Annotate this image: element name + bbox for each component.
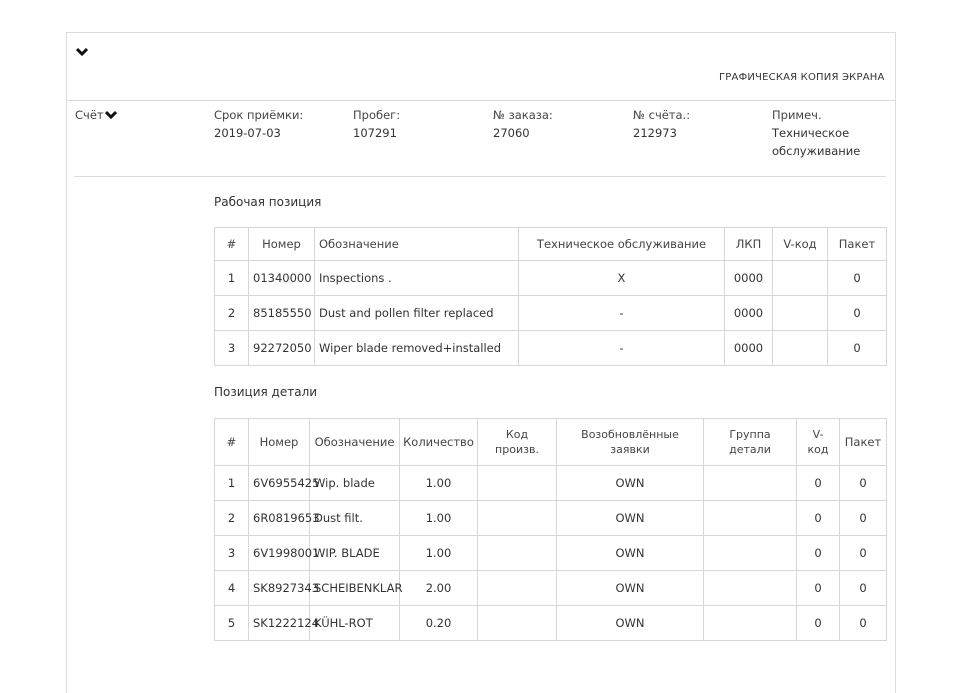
cell-quantity: 1.00 xyxy=(400,466,478,501)
col-manufacturer-code xyxy=(478,419,557,466)
parts-section-title: Позиция детали xyxy=(214,385,318,399)
mileage-value: 107291 xyxy=(353,126,397,140)
cell-index: 3 xyxy=(215,331,249,366)
cell-index: 2 xyxy=(215,296,249,331)
col-designation: Обозначение xyxy=(315,228,519,261)
note-value-line1: Техническое xyxy=(772,126,850,140)
cell-part-group xyxy=(704,466,797,501)
acceptance-date-value: 2019-07-03 xyxy=(214,126,281,140)
info-divider xyxy=(74,176,886,177)
cell-maintenance: - xyxy=(519,331,725,366)
cell-package: 0 xyxy=(840,571,887,606)
col-designation: Обозначение xyxy=(310,419,400,466)
col-part-group-line1: Группа xyxy=(729,428,771,441)
work-table xyxy=(214,227,887,366)
col-maintenance: Техническое обслуживание xyxy=(519,228,725,261)
cell-designation: Dust filt. xyxy=(310,501,400,536)
cell-paint: 0000 xyxy=(725,331,773,366)
order-number-label: № заказа: xyxy=(493,108,553,122)
cell-vcode: 0 xyxy=(797,606,840,641)
work-section-title: Рабочая позиция xyxy=(214,195,322,209)
table-row xyxy=(215,331,887,366)
col-package: Пакет xyxy=(828,228,887,261)
cell-manufacturer-code xyxy=(478,536,557,571)
cell-number: 6R0819653 xyxy=(249,501,310,536)
cell-vcode xyxy=(773,331,828,366)
col-vcode: V-код xyxy=(773,228,828,261)
col-manufacturer-code-line1: Код xyxy=(505,428,529,441)
cell-part-group xyxy=(704,501,797,536)
table-row xyxy=(215,466,887,501)
col-number: Номер xyxy=(249,419,310,466)
cell-renewed-requests: OWN xyxy=(557,536,704,571)
cell-number: 92272050 xyxy=(249,331,315,366)
cell-renewed-requests: OWN xyxy=(557,466,704,501)
cell-quantity: 1.00 xyxy=(400,501,478,536)
parts-table-header xyxy=(215,419,887,466)
cell-number: 6V1998001 xyxy=(249,536,310,571)
cell-maintenance: - xyxy=(519,296,725,331)
cell-index: 1 xyxy=(215,466,249,501)
cell-number: SK1222124 xyxy=(249,606,310,641)
col-part-group-line2: детали xyxy=(729,443,771,456)
cell-vcode xyxy=(773,296,828,331)
col-package: Пакет xyxy=(840,419,887,466)
cell-maintenance: X xyxy=(519,261,725,296)
col-part-group xyxy=(704,419,797,466)
screen-copy-label: ГРАФИЧЕСКАЯ КОПИЯ ЭКРАНА xyxy=(719,72,885,83)
cell-renewed-requests: OWN xyxy=(557,571,704,606)
cell-package: 0 xyxy=(840,466,887,501)
cell-number: 01340000 xyxy=(249,261,315,296)
parts-table xyxy=(214,418,887,641)
col-renewed-requests-line1: Возобновлённые xyxy=(581,428,679,441)
col-vcode xyxy=(797,419,840,466)
col-vcode-line2: код xyxy=(807,443,829,456)
note-value-line2: обслуживание xyxy=(772,144,861,158)
cell-number: SK8927343 xyxy=(249,571,310,606)
cell-quantity: 2.00 xyxy=(400,571,478,606)
cell-vcode: 0 xyxy=(797,536,840,571)
cell-index: 2 xyxy=(215,501,249,536)
col-index: # xyxy=(215,228,249,261)
cell-manufacturer-code xyxy=(478,466,557,501)
cell-part-group xyxy=(704,571,797,606)
invoice-chevron-down-icon[interactable] xyxy=(105,110,114,119)
cell-paint: 0000 xyxy=(725,296,773,331)
col-number: Номер xyxy=(249,228,315,261)
work-table-header xyxy=(215,228,887,261)
cell-designation: Inspections . xyxy=(315,261,519,296)
cell-index: 1 xyxy=(215,261,249,296)
cell-index: 5 xyxy=(215,606,249,641)
cell-number: 6V6955425 xyxy=(249,466,310,501)
col-quantity: Количество xyxy=(400,419,478,466)
cell-renewed-requests: OWN xyxy=(557,501,704,536)
cell-vcode xyxy=(773,261,828,296)
table-row xyxy=(215,571,887,606)
table-row xyxy=(215,261,887,296)
cell-quantity: 1.00 xyxy=(400,536,478,571)
cell-manufacturer-code xyxy=(478,501,557,536)
acceptance-date-label: Срок приёмки: xyxy=(214,108,304,122)
invoice-label: Счёт xyxy=(75,108,104,122)
cell-part-group xyxy=(704,606,797,641)
cell-designation: Dust and pollen filter replaced xyxy=(315,296,519,331)
header-divider xyxy=(66,100,895,101)
cell-paint: 0000 xyxy=(725,261,773,296)
col-index: # xyxy=(215,419,249,466)
col-renewed-requests xyxy=(557,419,704,466)
col-vcode-line1: V- xyxy=(812,428,824,441)
cell-number: 85185550 xyxy=(249,296,315,331)
cell-part-group xyxy=(704,536,797,571)
col-manufacturer-code-line2: произв. xyxy=(495,443,539,456)
cell-index: 3 xyxy=(215,536,249,571)
col-paint: ЛКП xyxy=(725,228,773,261)
cell-index: 4 xyxy=(215,571,249,606)
cell-package: 0 xyxy=(840,501,887,536)
col-renewed-requests-line2: заявки xyxy=(610,443,650,456)
cell-package: 0 xyxy=(828,331,887,366)
table-row xyxy=(215,606,887,641)
cell-quantity: 0.20 xyxy=(400,606,478,641)
cell-manufacturer-code xyxy=(478,571,557,606)
cell-manufacturer-code xyxy=(478,606,557,641)
order-number-value: 27060 xyxy=(493,126,530,140)
cell-designation: KÜHL-ROT xyxy=(310,606,400,641)
cell-designation: Wip. blade xyxy=(310,466,400,501)
cell-vcode: 0 xyxy=(797,501,840,536)
cell-vcode: 0 xyxy=(797,466,840,501)
table-row xyxy=(215,296,887,331)
cell-designation: WIP. BLADE xyxy=(310,536,400,571)
note-label: Примеч. xyxy=(772,108,822,122)
invoice-number-label: № счёта.: xyxy=(633,108,691,122)
cell-renewed-requests: OWN xyxy=(557,606,704,641)
invoice-number-value: 212973 xyxy=(633,126,677,140)
table-row xyxy=(215,501,887,536)
cell-designation: SCHEIBENKLAR xyxy=(310,571,400,606)
cell-designation: Wiper blade removed+installed xyxy=(315,331,519,366)
mileage-label: Пробег: xyxy=(353,108,401,122)
cell-vcode: 0 xyxy=(797,571,840,606)
cell-package: 0 xyxy=(828,296,887,331)
cell-package: 0 xyxy=(828,261,887,296)
chevron-down-icon[interactable] xyxy=(76,47,85,56)
cell-package: 0 xyxy=(840,536,887,571)
table-row xyxy=(215,536,887,571)
cell-package: 0 xyxy=(840,606,887,641)
